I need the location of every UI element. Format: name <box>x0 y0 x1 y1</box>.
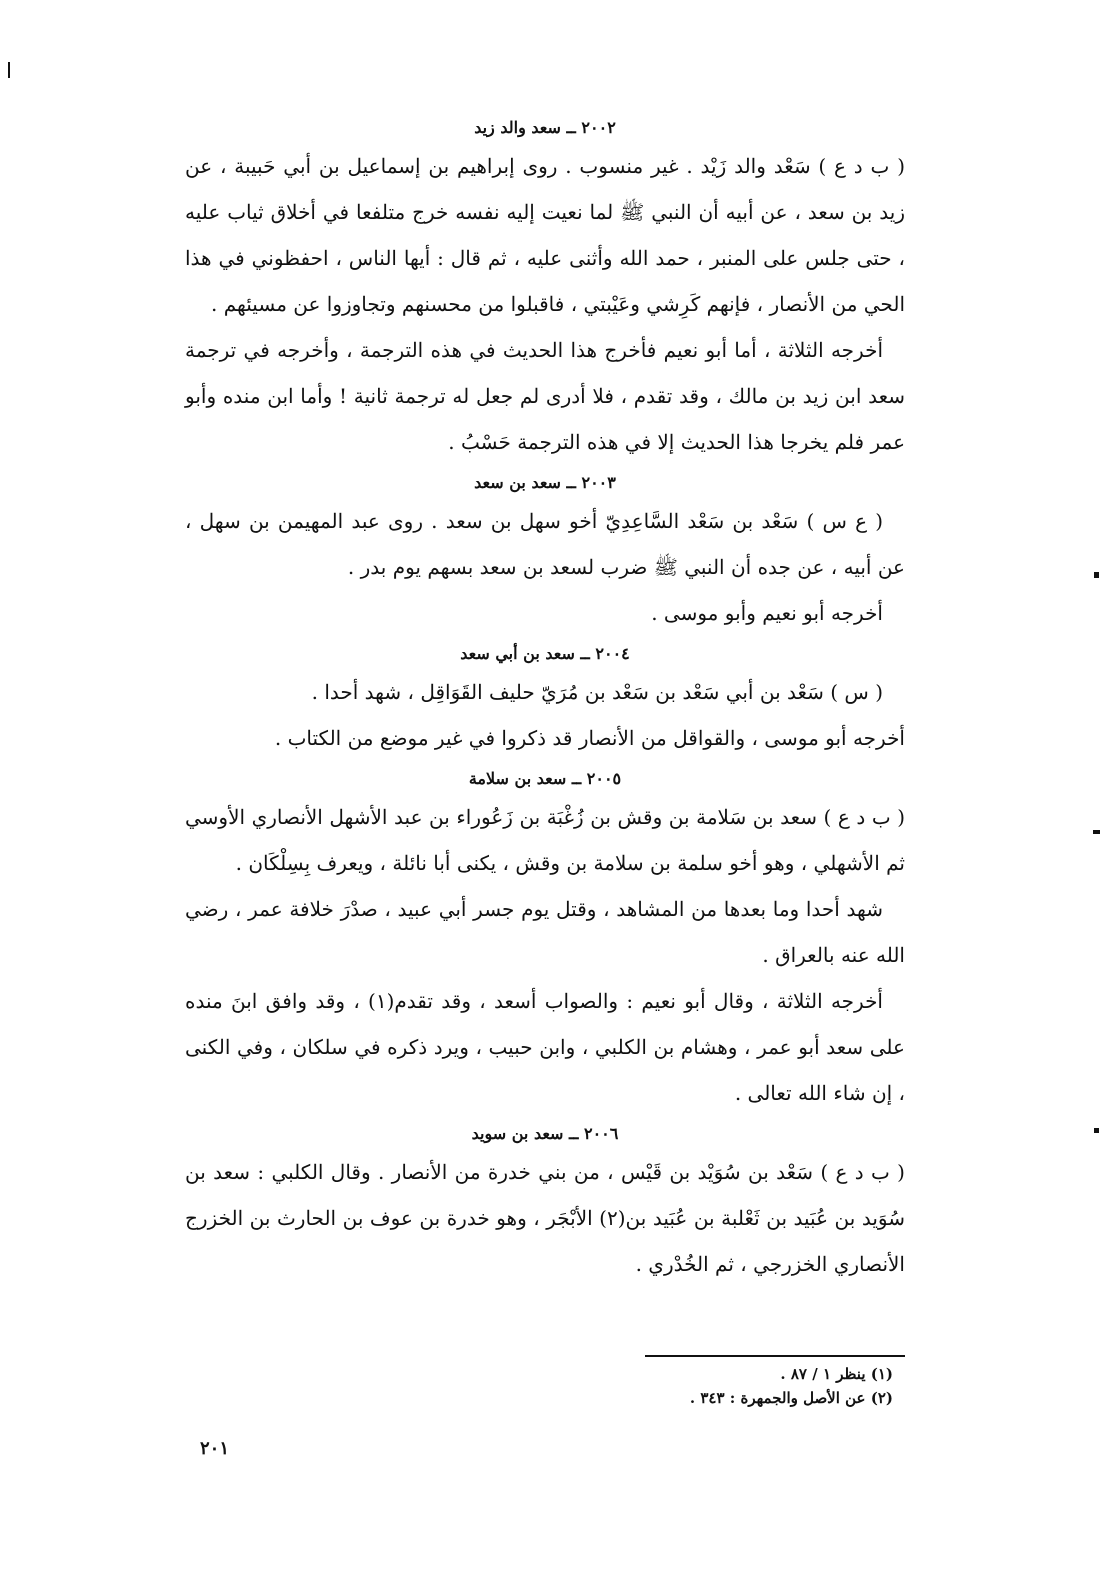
entry-paragraph: أخرجه الثلاثة ، أما أبو نعيم فأخرج هذا الحديث في هذه الترجمة ، وأخرجه في ترجمة سعد ابن زيد بن مالك ، وقد تقدم ، فلا أدرى لم جعل له ترجمة ثانية ! وأما ابن منده وأبو عمر فلم يخرجا هذا الحديث إلا في هذه الترجمة حَسْبُ . <box>185 338 905 454</box>
entry-title: ٢٠٠٣ ــ سعد بن سعد <box>474 473 616 492</box>
footnotes <box>185 1355 905 1411</box>
entry-paragraph: شهد أحدا وما بعدها من المشاهد ، وقتل يوم جسر أبي عبيد ، صدْرَ خلافة عمر ، رضي الله عنه بالعراق . <box>185 897 905 967</box>
document-body <box>185 110 905 1287</box>
scan-mark-right <box>1094 1128 1099 1133</box>
footnote-2: (٢) عن الأصل والجمهرة : ٣٤٣ . <box>689 1389 893 1407</box>
entry-2003 <box>185 473 905 636</box>
entry-paragraph: ( س ) سَعْد بن أبي سَعْد بن سَعْد بن مُرَيّ حليف القَوَاقِل ، شهد أحدا . <box>311 680 883 704</box>
scan-mark-right <box>1094 572 1099 578</box>
entry-2005 <box>185 769 905 1116</box>
entry-paragraph: ( ب د ع ) سعد بن سَلامة بن وقش بن زُغْبَة بن زَعُوراء بن عبد الأشهل الأنصاري الأوسي ثم الأشهلي ، وهو أخو سلمة بن سلامة بن وقش ، يكنى أبا نائلة ، ويعرف بِسِلْكَان . <box>185 805 905 875</box>
page-number: ٢٠١ <box>200 1438 230 1459</box>
entry-paragraph: أخرجه أبو نعيم وأبو موسى . <box>651 601 883 625</box>
entry-2004 <box>185 644 905 761</box>
entry-paragraph: أخرجه أبو موسى ، والقواقل من الأنصار قد ذكروا في غير موضع من الكتاب . <box>274 726 905 750</box>
scan-mark-left <box>8 62 10 78</box>
entry-title: ٢٠٠٤ ــ سعد بن أبي سعد <box>460 644 630 663</box>
entry-paragraph: ( ب د ع ) سَعْد والد زَيْد . غير منسوب . روى إبراهيم بن إسماعيل بن أبي حَبيبة ، عن زيد بن سعد ، عن أبيه أن النبي ﷺ لما نعيت إليه نفسه خرج متلفعا في أخلاق ثياب عليه ، حتى جلس على المنبر ، حمد الله وأثنى عليه ، ثم قال : أيها الناس ، احفظوني في هذا الحي من الأنصار ، فإنهم كَرِشي وعَيْبتي ، فاقبلوا من محسنهم وتجاوزوا عن مسيئهم . <box>185 154 905 316</box>
entry-2006 <box>185 1124 905 1287</box>
entry-title: ٢٠٠٥ ــ سعد بن سلامة <box>468 769 622 788</box>
scan-mark-right <box>1093 830 1100 834</box>
entry-paragraph: ( ع س ) سَعْد بن سَعْد السَّاعِدِيّ أخو سهل بن سعد . روى عبد المهيمن بن سهل ، عن أبيه ، عن جده أن النبي ﷺ ضرب لسعد بن سعد بسهم يوم بدر . <box>185 509 905 579</box>
footnote-1: (١) ينظر ١ / ٨٧ . <box>780 1365 893 1383</box>
entry-title: ٢٠٠٢ ــ سعد والد زيد <box>474 118 616 137</box>
entry-paragraph: أخرجه الثلاثة ، وقال أبو نعيم : والصواب أسعد ، وقد تقدم(١) ، وقد وافق ابنَ منده على سعد أبو عمر ، وهشام بن الكلبي ، وابن حبيب ، ويرد ذكره في سلكان ، وفي الكنى ، إن شاء الله تعالى . <box>185 989 905 1105</box>
entry-title: ٢٠٠٦ ــ سعد بن سويد <box>471 1124 619 1143</box>
entry-paragraph: ( ب د ع ) سَعْد بن سُوَيْد بن قَيْس ، من بني خدرة من الأنصار . وقال الكلبي : سعد بن سُوَيد بن عُبَيد بن ثَعْلبة بن عُبَيد بن(٢) الأبْجَر ، وهو خدرة بن عوف بن الحارث بن الخزرج الأنصاري الخزرجي ، ثم الخُدْري . <box>185 1160 905 1276</box>
entry-2002 <box>185 118 905 465</box>
footnote-divider <box>645 1355 905 1357</box>
